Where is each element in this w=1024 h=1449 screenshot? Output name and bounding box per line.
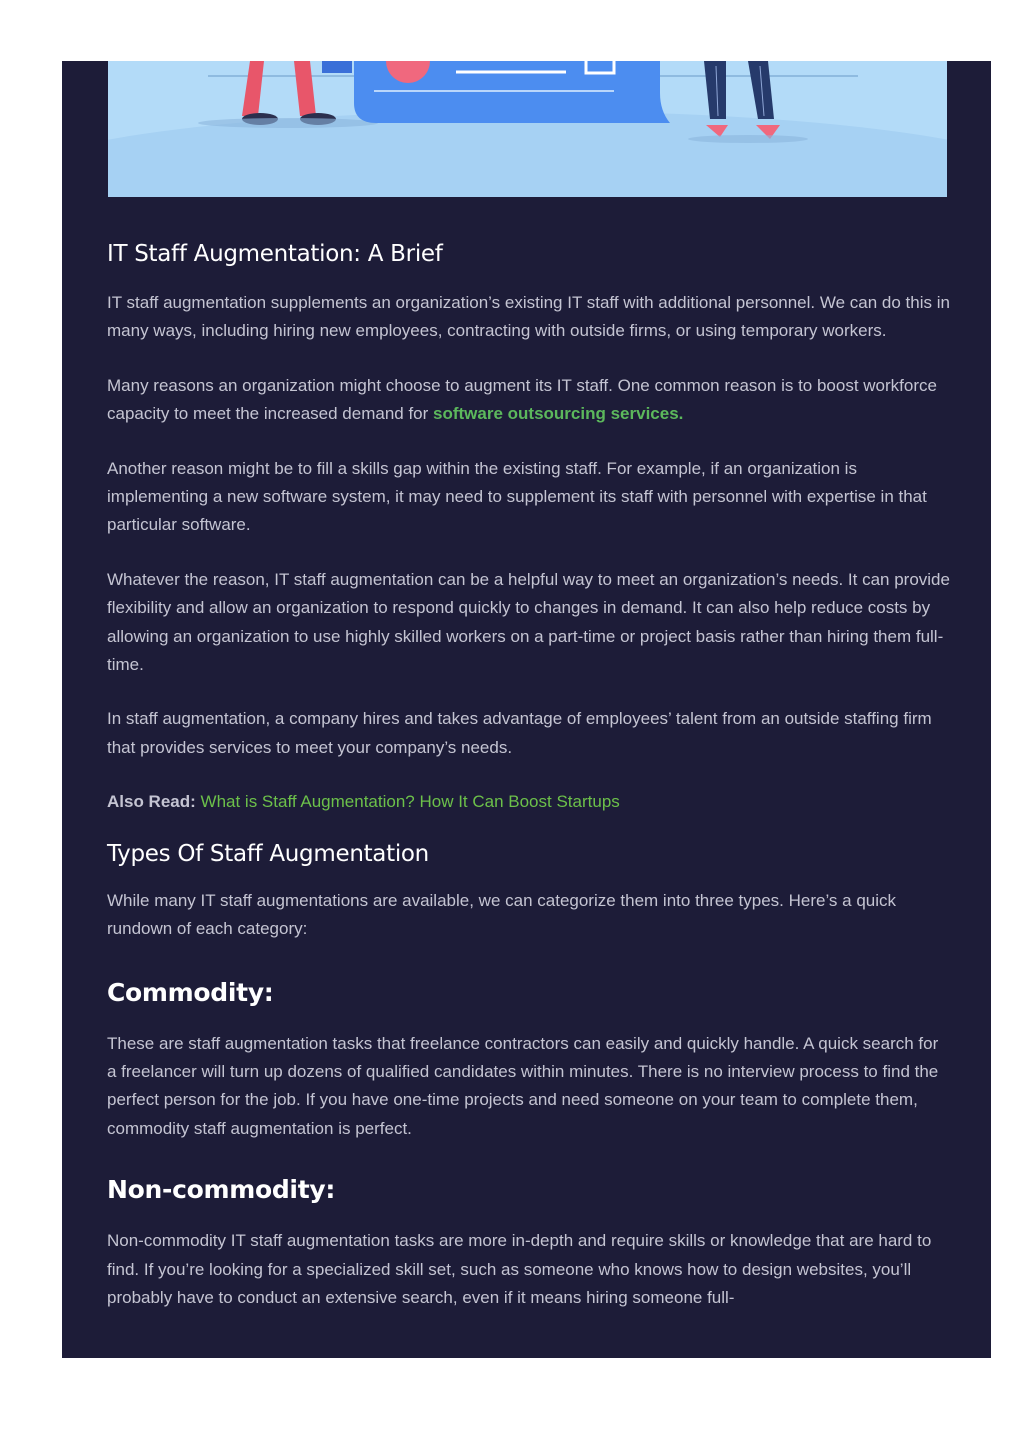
paragraph-intro: IT staff augmentation supplements an organization’s existing IT staff with additional personnel. We can do this in many ways, including hiring new employees, contracting with outside firms, or using temporary workers. (107, 293, 950, 341)
paragraph-commodity: These are staff augmentation tasks that freelance contractors can easily and quickly handle. A quick search for a freelancer will turn up dozens of qualified candidates within minutes. There is no interview process to find the perfect person for the job. If you have one-time projects and need someone on your team to complete them, commodity staff augmentation is perfect. (107, 1033, 939, 1138)
also-read (107, 788, 952, 816)
heading-it-staff-augmentation-brief: IT Staff Augmentation: A Brief (107, 241, 443, 267)
heading-non-commodity: Non-commodity: (107, 1175, 336, 1205)
paragraph-reasons-end: . (678, 404, 684, 424)
article-panel (62, 61, 991, 1358)
paragraph-reasons (107, 372, 952, 429)
also-read-label: Also Read: (107, 792, 196, 812)
heading-commodity: Commodity: (107, 977, 274, 1007)
paragraph-reasons-text: Many reasons an organization might choose to augment its IT staff. One common reason is to boost workforce capacity to meet the increased demand for (107, 375, 937, 424)
heading-types-of-staff-augmentation: Types Of Staff Augmentation (107, 840, 429, 867)
paragraph-staff-augmentation-definition: In staff augmentation, a company hires and takes advantage of employees’ talent from an outside staffing firm that provides services to meet your company’s needs. (107, 709, 932, 757)
paragraph-skills-gap: Another reason might be to fill a skills gap within the existing staff. For example, if an organization is implementing a new software system, it may need to supplement its staff with personnel with expertise in that particular software. (107, 458, 927, 535)
paragraph-whatever-reason: Whatever the reason, IT staff augmentation can be a helpful way to meet an organization’s needs. It can provide flexibility and allow an organization to respond quickly to changes in demand. It can also help reduce costs by allowing an organization to use highly skilled workers on a part-time or project basis rather than hiring them full-time. (107, 569, 950, 675)
software-outsourcing-services-link[interactable]: software outsourcing services (433, 404, 679, 424)
hero-illustration (108, 61, 947, 197)
also-read-link[interactable]: What is Staff Augmentation? How It Can Boost Startups (200, 792, 620, 812)
paragraph-non-commodity: Non-commodity IT staff augmentation tasks are more in-depth and require skills or knowledge that are hard to find. If you’re looking for a specialized skill set, such as someone who knows how to design websites, you’ll probably have to conduct an extensive search, even if it means hiring someone full- (107, 1231, 932, 1307)
article-content (107, 239, 952, 1338)
paragraph-types: While many IT staff augmentations are available, we can categorize them into three types. Here’s a quick rundown of each category: (107, 890, 897, 939)
illustration-people-document (108, 61, 947, 197)
